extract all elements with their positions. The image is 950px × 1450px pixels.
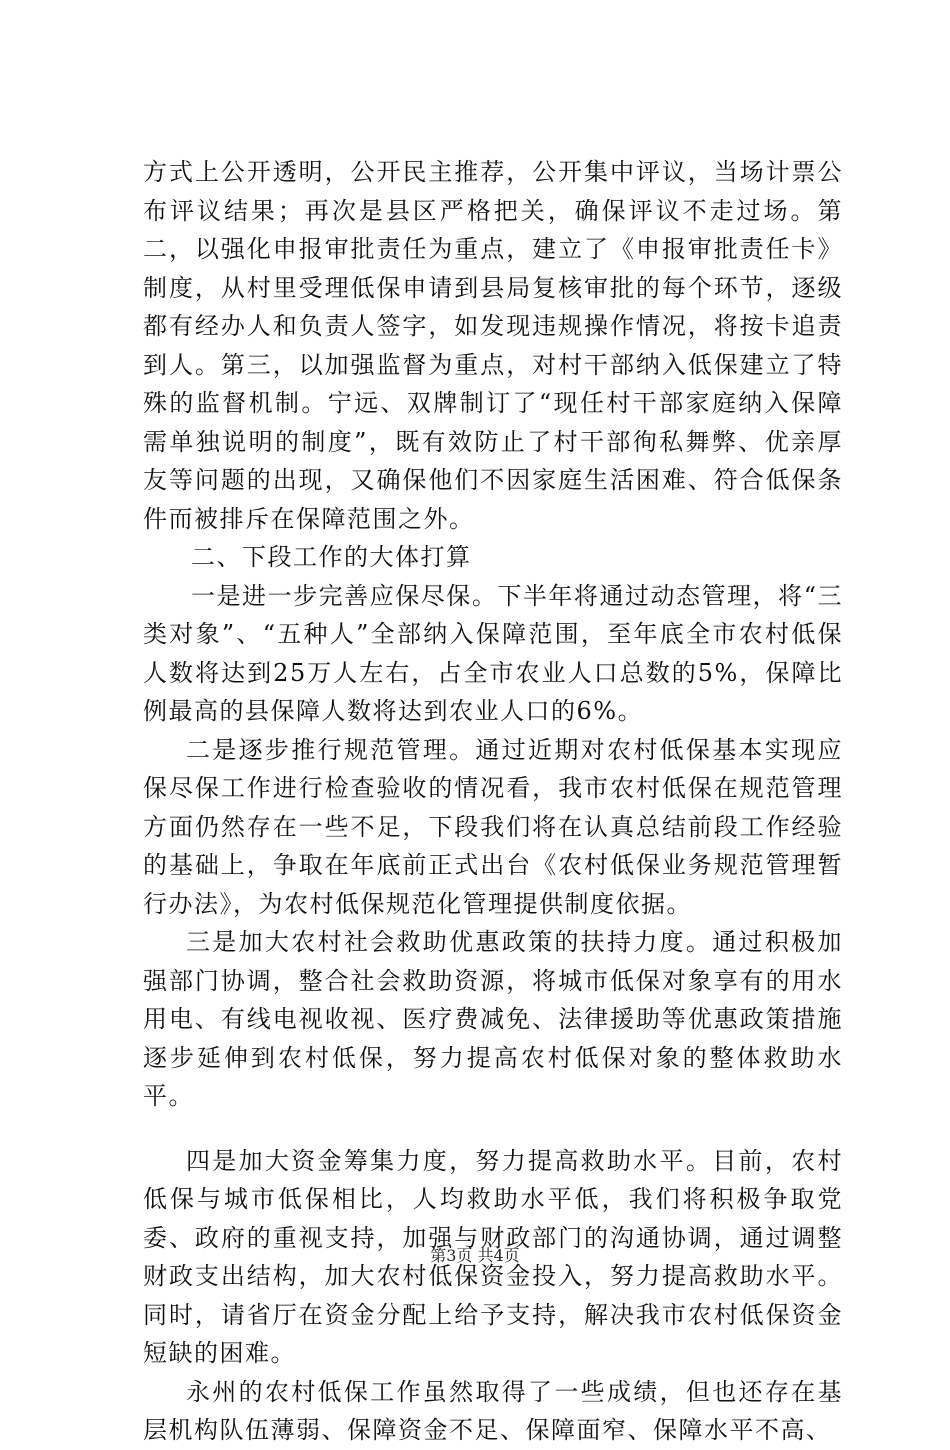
paragraph-supervision-measures: 方式上公开透明，公开民主推荐，公开集中评议，当场计票公布评议结果；再次是县区严格把关，确保评议不走过场。第二，以强化申报审批责任为重点，建立了《申报审批责任卡》制度，从村里受理低保申请到县局复核审批的每个环节，逐级都有经办人和负责人签字，如发现违规操作情况，将按卡追责到人。第三，以加强监督为重点，对村干部纳入低保建立了特殊的监督机制。宁远、双牌制订了“现任村干部家庭纳入保障需单独说明的制度”，既有效防止了村干部徇私舞弊、优亲厚友等问题的出现，又确保他们不因家庭生活困难、符合低保条件而被排斥在保障范围之外。 [143, 158, 843, 533]
section-heading-next-steps: 二、下段工作的大体打算 [191, 543, 472, 571]
page-footer: 第3页 共4页 [430, 1246, 520, 1265]
paragraph-point-one: 一是进一步完善应保尽保。下半年将通过动态管理，将“三类对象”、“五种人”全部纳入保障范围，至年底全市农村低保人数将达到25万人左右，占全市农业人口总数的5%，保障比例最高的县保障人数将达到农业人口的6%。 [143, 581, 843, 725]
paragraph-point-three: 三是加大农村社会救助优惠政策的扶持力度。通过积极加强部门协调，整合社会救助资源，将城市低保对象享有的用水用电、有线电视收视、医疗费减免、法律援助等优惠政策措施逐步延伸到农村低保，努力提高农村低保对象的整体救助水平。 [143, 928, 843, 1110]
paragraph-summary: 永州的农村低保工作虽然取得了一些成绩，但也还存在基层机构队伍薄弱、保障资金不足、保障面窄、保障水平不高、 [143, 1377, 843, 1444]
paragraph-point-four: 四是加大资金筹集力度，努力提高救助水平。目前，农村低保与城市低保相比，人均救助水平低，我们将积极争取党委、政府的重视支持，加强与财政部门的沟通协调，通过调整财政支出结构，加大农村低保资金投入，努力提高救助水平。同时，请省厅在资金分配上给予支持，解决我市农村低保资金短缺的困难。 [143, 1146, 843, 1367]
paragraph-point-two: 二是逐步推行规范管理。通过近期对农村低保基本实现应保尽保工作进行检查验收的情况看，我市农村低保在规范管理方面仍然存在一些不足，下段我们将在认真总结前段工作经验的基础上，争取在年底前正式出台《农村低保业务规范管理暂行办法》，为农村低保规范化管理提供制度依据。 [143, 735, 843, 918]
